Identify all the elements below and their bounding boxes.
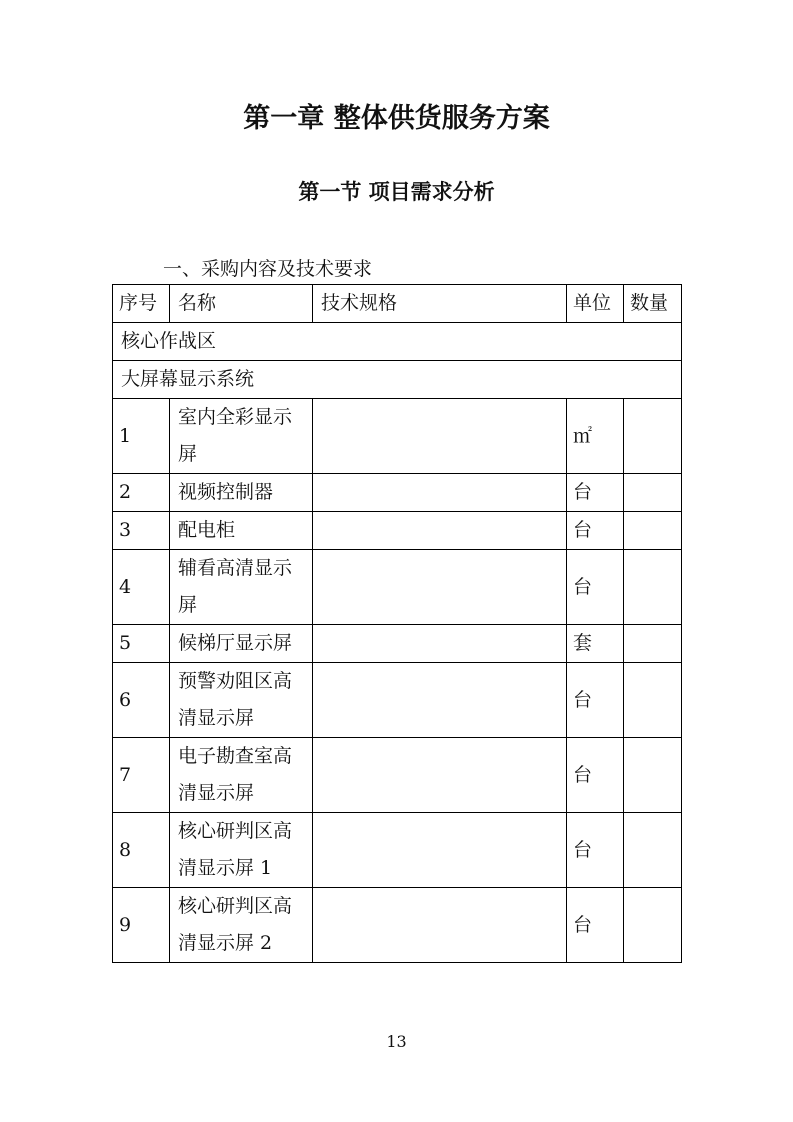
header-spec: 技术规格 [313,285,567,323]
cell-name-text: 预警劝阻区高清显示屏 [178,670,293,729]
cell-no: 2 [113,474,170,512]
cell-qty [624,550,682,625]
cell-name-text: 配电柜 [178,519,236,541]
cell-name [170,550,313,625]
cell-no: 3 [113,512,170,550]
cell-name [170,663,313,738]
table-row [113,550,682,625]
cell-name-text: 辅看高清显示屏 [178,557,293,616]
group-label: 核心作战区 [113,323,682,361]
cell-spec [313,474,567,512]
cell-qty [624,663,682,738]
cell-spec [313,663,567,738]
procurement-table [112,284,682,963]
cell-name [170,474,313,512]
subsection-title: 一、采购内容及技术要求 [163,258,373,280]
page-number: 13 [386,1032,407,1051]
header-name: 名称 [170,285,313,323]
table-row [113,663,682,738]
header-unit: 单位 [567,285,624,323]
cell-name-text: 电子勘查室高清显示屏 [178,745,293,804]
cell-unit: 台 [567,663,624,738]
cell-spec [313,399,567,474]
cell-qty [624,399,682,474]
cell-no: 6 [113,663,170,738]
cell-qty [624,474,682,512]
cell-name-text: 室内全彩显示屏 [178,406,293,465]
section-title: 第一节 项目需求分析 [298,180,495,204]
table-row [113,738,682,813]
cell-no: 9 [113,888,170,963]
cell-unit: 台 [567,550,624,625]
cell-spec [313,888,567,963]
cell-spec [313,550,567,625]
cell-name-text: 核心研判区高清显示屏 1 [178,820,293,879]
cell-unit: 台 [567,888,624,963]
cell-unit: 台 [567,813,624,888]
cell-qty [624,813,682,888]
cell-spec [313,738,567,813]
cell-qty [624,738,682,813]
group-row [113,361,682,399]
cell-unit: ㎡ [567,399,624,474]
cell-qty [624,625,682,663]
table-row [113,625,682,663]
group-row [113,323,682,361]
table-row [113,813,682,888]
cell-no: 5 [113,625,170,663]
cell-name [170,813,313,888]
table-row [113,399,682,474]
cell-no: 7 [113,738,170,813]
cell-name-text: 核心研判区高清显示屏 2 [178,895,293,954]
cell-name [170,738,313,813]
header-no: 序号 [113,285,170,323]
cell-qty [624,888,682,963]
header-qty: 数量 [624,285,682,323]
cell-unit: 套 [567,625,624,663]
cell-no: 1 [113,399,170,474]
cell-name [170,625,313,663]
chapter-title: 第一章 整体供货服务方案 [243,103,550,134]
cell-name [170,888,313,963]
table-row [113,888,682,963]
cell-no: 4 [113,550,170,625]
cell-name-text: 视频控制器 [178,481,274,503]
cell-no: 8 [113,813,170,888]
cell-name [170,399,313,474]
table-row [113,512,682,550]
cell-unit: 台 [567,474,624,512]
cell-name [170,512,313,550]
group-label: 大屏幕显示系统 [113,361,682,399]
cell-spec [313,512,567,550]
cell-name-text: 候梯厅显示屏 [178,632,293,654]
cell-qty [624,512,682,550]
table-row [113,474,682,512]
cell-spec [313,813,567,888]
table-header-row [113,285,682,323]
cell-spec [313,625,567,663]
cell-unit: 台 [567,738,624,813]
cell-unit: 台 [567,512,624,550]
